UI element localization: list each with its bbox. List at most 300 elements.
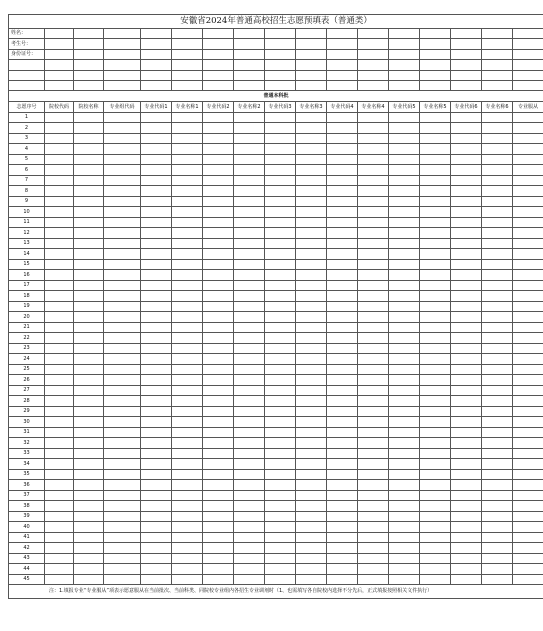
volunteer-input-cell[interactable] xyxy=(513,186,543,197)
volunteer-input-cell[interactable] xyxy=(327,438,358,449)
volunteer-input-cell[interactable] xyxy=(234,522,265,533)
volunteer-input-cell[interactable] xyxy=(265,154,296,165)
volunteer-input-cell[interactable] xyxy=(265,228,296,239)
volunteer-input-cell[interactable] xyxy=(389,417,420,428)
volunteer-input-cell[interactable] xyxy=(104,291,141,302)
volunteer-input-cell[interactable] xyxy=(104,280,141,291)
volunteer-input-cell[interactable] xyxy=(327,501,358,512)
volunteer-input-cell[interactable] xyxy=(234,511,265,522)
volunteer-input-cell[interactable] xyxy=(389,490,420,501)
volunteer-input-cell[interactable] xyxy=(203,385,234,396)
volunteer-input-cell[interactable] xyxy=(420,490,451,501)
volunteer-input-cell[interactable] xyxy=(172,364,203,375)
volunteer-input-cell[interactable] xyxy=(358,259,389,270)
info-input-cell[interactable] xyxy=(327,39,358,49)
volunteer-input-cell[interactable] xyxy=(358,375,389,386)
volunteer-input-cell[interactable] xyxy=(203,186,234,197)
volunteer-input-cell[interactable] xyxy=(482,480,513,491)
volunteer-input-cell[interactable] xyxy=(451,154,482,165)
volunteer-input-cell[interactable] xyxy=(358,354,389,365)
volunteer-input-cell[interactable] xyxy=(420,448,451,459)
info-input-cell[interactable] xyxy=(203,29,234,39)
volunteer-input-cell[interactable] xyxy=(358,522,389,533)
volunteer-input-cell[interactable] xyxy=(420,238,451,249)
volunteer-input-cell[interactable] xyxy=(451,511,482,522)
volunteer-input-cell[interactable] xyxy=(451,207,482,218)
volunteer-input-cell[interactable] xyxy=(265,343,296,354)
volunteer-input-cell[interactable] xyxy=(234,532,265,543)
volunteer-input-cell[interactable] xyxy=(451,217,482,228)
volunteer-input-cell[interactable] xyxy=(451,459,482,470)
volunteer-input-cell[interactable] xyxy=(141,511,172,522)
volunteer-input-cell[interactable] xyxy=(327,511,358,522)
info-input-cell[interactable] xyxy=(74,80,104,90)
volunteer-input-cell[interactable] xyxy=(172,385,203,396)
volunteer-input-cell[interactable] xyxy=(358,469,389,480)
volunteer-input-cell[interactable] xyxy=(104,133,141,144)
volunteer-input-cell[interactable] xyxy=(172,490,203,501)
volunteer-input-cell[interactable] xyxy=(513,270,543,281)
volunteer-input-cell[interactable] xyxy=(265,438,296,449)
volunteer-input-cell[interactable] xyxy=(104,270,141,281)
info-input-cell[interactable] xyxy=(358,39,389,49)
volunteer-input-cell[interactable] xyxy=(104,123,141,134)
volunteer-input-cell[interactable] xyxy=(420,123,451,134)
volunteer-input-cell[interactable] xyxy=(203,448,234,459)
volunteer-input-cell[interactable] xyxy=(389,207,420,218)
volunteer-input-cell[interactable] xyxy=(482,154,513,165)
volunteer-input-cell[interactable] xyxy=(45,501,74,512)
volunteer-input-cell[interactable] xyxy=(296,175,327,186)
volunteer-input-cell[interactable] xyxy=(389,144,420,155)
volunteer-input-cell[interactable] xyxy=(451,228,482,239)
volunteer-input-cell[interactable] xyxy=(327,532,358,543)
volunteer-input-cell[interactable] xyxy=(203,322,234,333)
info-input-cell[interactable] xyxy=(420,49,451,59)
volunteer-input-cell[interactable] xyxy=(296,133,327,144)
volunteer-input-cell[interactable] xyxy=(482,574,513,585)
info-input-cell[interactable] xyxy=(45,70,74,80)
volunteer-input-cell[interactable] xyxy=(265,522,296,533)
volunteer-input-cell[interactable] xyxy=(104,165,141,176)
volunteer-input-cell[interactable] xyxy=(104,364,141,375)
volunteer-input-cell[interactable] xyxy=(172,448,203,459)
volunteer-input-cell[interactable] xyxy=(451,175,482,186)
volunteer-input-cell[interactable] xyxy=(141,396,172,407)
info-input-cell[interactable] xyxy=(203,70,234,80)
volunteer-input-cell[interactable] xyxy=(141,280,172,291)
volunteer-input-cell[interactable] xyxy=(45,291,74,302)
volunteer-input-cell[interactable] xyxy=(104,490,141,501)
volunteer-input-cell[interactable] xyxy=(296,501,327,512)
volunteer-input-cell[interactable] xyxy=(141,480,172,491)
volunteer-input-cell[interactable] xyxy=(74,312,104,323)
info-input-cell[interactable] xyxy=(104,39,141,49)
volunteer-input-cell[interactable] xyxy=(451,259,482,270)
volunteer-input-cell[interactable] xyxy=(234,238,265,249)
volunteer-input-cell[interactable] xyxy=(420,280,451,291)
info-input-cell[interactable] xyxy=(296,70,327,80)
volunteer-input-cell[interactable] xyxy=(141,438,172,449)
volunteer-input-cell[interactable] xyxy=(482,291,513,302)
volunteer-input-cell[interactable] xyxy=(296,448,327,459)
volunteer-input-cell[interactable] xyxy=(141,301,172,312)
volunteer-input-cell[interactable] xyxy=(265,133,296,144)
info-input-cell[interactable] xyxy=(234,49,265,59)
volunteer-input-cell[interactable] xyxy=(45,564,74,575)
volunteer-input-cell[interactable] xyxy=(513,259,543,270)
volunteer-input-cell[interactable] xyxy=(45,385,74,396)
info-input-cell[interactable] xyxy=(172,29,203,39)
volunteer-input-cell[interactable] xyxy=(358,312,389,323)
volunteer-input-cell[interactable] xyxy=(513,301,543,312)
volunteer-input-cell[interactable] xyxy=(234,144,265,155)
volunteer-input-cell[interactable] xyxy=(74,270,104,281)
volunteer-input-cell[interactable] xyxy=(45,217,74,228)
volunteer-input-cell[interactable] xyxy=(172,511,203,522)
volunteer-input-cell[interactable] xyxy=(234,270,265,281)
volunteer-input-cell[interactable] xyxy=(172,154,203,165)
volunteer-input-cell[interactable] xyxy=(141,522,172,533)
volunteer-input-cell[interactable] xyxy=(234,364,265,375)
volunteer-input-cell[interactable] xyxy=(234,186,265,197)
volunteer-input-cell[interactable] xyxy=(45,154,74,165)
info-input-cell[interactable] xyxy=(45,49,74,59)
volunteer-input-cell[interactable] xyxy=(234,343,265,354)
info-input-cell[interactable] xyxy=(482,29,513,39)
volunteer-input-cell[interactable] xyxy=(74,406,104,417)
volunteer-input-cell[interactable] xyxy=(296,144,327,155)
info-input-cell[interactable] xyxy=(104,60,141,70)
volunteer-input-cell[interactable] xyxy=(513,165,543,176)
volunteer-input-cell[interactable] xyxy=(482,564,513,575)
volunteer-input-cell[interactable] xyxy=(45,459,74,470)
volunteer-input-cell[interactable] xyxy=(482,249,513,260)
info-input-cell[interactable] xyxy=(265,70,296,80)
volunteer-input-cell[interactable] xyxy=(296,186,327,197)
volunteer-input-cell[interactable] xyxy=(234,375,265,386)
volunteer-input-cell[interactable] xyxy=(482,196,513,207)
volunteer-input-cell[interactable] xyxy=(172,522,203,533)
volunteer-input-cell[interactable] xyxy=(74,553,104,564)
volunteer-input-cell[interactable] xyxy=(203,364,234,375)
volunteer-input-cell[interactable] xyxy=(172,333,203,344)
volunteer-input-cell[interactable] xyxy=(513,417,543,428)
volunteer-input-cell[interactable] xyxy=(513,175,543,186)
volunteer-input-cell[interactable] xyxy=(513,406,543,417)
volunteer-input-cell[interactable] xyxy=(45,354,74,365)
volunteer-input-cell[interactable] xyxy=(389,301,420,312)
volunteer-input-cell[interactable] xyxy=(327,469,358,480)
volunteer-input-cell[interactable] xyxy=(389,154,420,165)
volunteer-input-cell[interactable] xyxy=(482,511,513,522)
volunteer-input-cell[interactable] xyxy=(74,522,104,533)
volunteer-input-cell[interactable] xyxy=(234,543,265,554)
volunteer-input-cell[interactable] xyxy=(482,217,513,228)
info-input-cell[interactable] xyxy=(172,60,203,70)
info-input-cell[interactable] xyxy=(451,49,482,59)
info-input-cell[interactable] xyxy=(172,80,203,90)
info-input-cell[interactable] xyxy=(420,60,451,70)
volunteer-input-cell[interactable] xyxy=(141,207,172,218)
volunteer-input-cell[interactable] xyxy=(327,270,358,281)
volunteer-input-cell[interactable] xyxy=(172,186,203,197)
volunteer-input-cell[interactable] xyxy=(74,133,104,144)
volunteer-input-cell[interactable] xyxy=(420,459,451,470)
volunteer-input-cell[interactable] xyxy=(203,249,234,260)
info-input-cell[interactable] xyxy=(234,80,265,90)
volunteer-input-cell[interactable] xyxy=(104,375,141,386)
volunteer-input-cell[interactable] xyxy=(203,417,234,428)
info-input-cell[interactable] xyxy=(482,60,513,70)
volunteer-input-cell[interactable] xyxy=(420,322,451,333)
info-input-cell[interactable] xyxy=(45,60,74,70)
volunteer-input-cell[interactable] xyxy=(389,238,420,249)
info-input-cell[interactable] xyxy=(389,29,420,39)
volunteer-input-cell[interactable] xyxy=(451,427,482,438)
volunteer-input-cell[interactable] xyxy=(265,238,296,249)
volunteer-input-cell[interactable] xyxy=(203,438,234,449)
volunteer-input-cell[interactable] xyxy=(172,312,203,323)
volunteer-input-cell[interactable] xyxy=(389,396,420,407)
volunteer-input-cell[interactable] xyxy=(358,564,389,575)
volunteer-input-cell[interactable] xyxy=(296,228,327,239)
volunteer-input-cell[interactable] xyxy=(265,354,296,365)
volunteer-input-cell[interactable] xyxy=(45,343,74,354)
volunteer-input-cell[interactable] xyxy=(482,175,513,186)
volunteer-input-cell[interactable] xyxy=(513,543,543,554)
volunteer-input-cell[interactable] xyxy=(420,553,451,564)
volunteer-input-cell[interactable] xyxy=(451,469,482,480)
volunteer-input-cell[interactable] xyxy=(74,207,104,218)
volunteer-input-cell[interactable] xyxy=(482,375,513,386)
volunteer-input-cell[interactable] xyxy=(420,375,451,386)
volunteer-input-cell[interactable] xyxy=(389,543,420,554)
volunteer-input-cell[interactable] xyxy=(172,280,203,291)
volunteer-input-cell[interactable] xyxy=(451,112,482,123)
info-input-cell[interactable] xyxy=(513,60,543,70)
volunteer-input-cell[interactable] xyxy=(45,438,74,449)
volunteer-input-cell[interactable] xyxy=(451,574,482,585)
volunteer-input-cell[interactable] xyxy=(327,207,358,218)
volunteer-input-cell[interactable] xyxy=(420,259,451,270)
volunteer-input-cell[interactable] xyxy=(358,396,389,407)
volunteer-input-cell[interactable] xyxy=(482,312,513,323)
volunteer-input-cell[interactable] xyxy=(141,532,172,543)
volunteer-input-cell[interactable] xyxy=(358,438,389,449)
volunteer-input-cell[interactable] xyxy=(203,133,234,144)
volunteer-input-cell[interactable] xyxy=(141,123,172,134)
volunteer-input-cell[interactable] xyxy=(141,175,172,186)
volunteer-input-cell[interactable] xyxy=(513,448,543,459)
info-input-cell[interactable] xyxy=(327,80,358,90)
volunteer-input-cell[interactable] xyxy=(327,543,358,554)
volunteer-input-cell[interactable] xyxy=(203,333,234,344)
volunteer-input-cell[interactable] xyxy=(482,490,513,501)
volunteer-input-cell[interactable] xyxy=(389,133,420,144)
volunteer-input-cell[interactable] xyxy=(296,406,327,417)
info-input-cell[interactable] xyxy=(389,80,420,90)
volunteer-input-cell[interactable] xyxy=(234,459,265,470)
volunteer-input-cell[interactable] xyxy=(234,196,265,207)
volunteer-input-cell[interactable] xyxy=(389,280,420,291)
info-input-cell[interactable] xyxy=(203,49,234,59)
volunteer-input-cell[interactable] xyxy=(234,207,265,218)
volunteer-input-cell[interactable] xyxy=(234,123,265,134)
volunteer-input-cell[interactable] xyxy=(513,564,543,575)
volunteer-input-cell[interactable] xyxy=(513,249,543,260)
info-input-cell[interactable] xyxy=(482,39,513,49)
volunteer-input-cell[interactable] xyxy=(451,375,482,386)
info-input-cell[interactable] xyxy=(451,29,482,39)
volunteer-input-cell[interactable] xyxy=(420,228,451,239)
volunteer-input-cell[interactable] xyxy=(104,396,141,407)
volunteer-input-cell[interactable] xyxy=(104,259,141,270)
volunteer-input-cell[interactable] xyxy=(389,364,420,375)
volunteer-input-cell[interactable] xyxy=(104,312,141,323)
volunteer-input-cell[interactable] xyxy=(74,511,104,522)
volunteer-input-cell[interactable] xyxy=(389,343,420,354)
volunteer-input-cell[interactable] xyxy=(45,574,74,585)
volunteer-input-cell[interactable] xyxy=(420,396,451,407)
volunteer-input-cell[interactable] xyxy=(327,301,358,312)
volunteer-input-cell[interactable] xyxy=(74,427,104,438)
volunteer-input-cell[interactable] xyxy=(203,280,234,291)
volunteer-input-cell[interactable] xyxy=(203,217,234,228)
volunteer-input-cell[interactable] xyxy=(451,406,482,417)
volunteer-input-cell[interactable] xyxy=(358,511,389,522)
volunteer-input-cell[interactable] xyxy=(327,186,358,197)
info-input-cell[interactable] xyxy=(141,80,172,90)
volunteer-input-cell[interactable] xyxy=(172,228,203,239)
volunteer-input-cell[interactable] xyxy=(74,448,104,459)
volunteer-input-cell[interactable] xyxy=(265,270,296,281)
volunteer-input-cell[interactable] xyxy=(327,228,358,239)
volunteer-input-cell[interactable] xyxy=(172,343,203,354)
volunteer-input-cell[interactable] xyxy=(327,322,358,333)
volunteer-input-cell[interactable] xyxy=(45,469,74,480)
volunteer-input-cell[interactable] xyxy=(420,532,451,543)
volunteer-input-cell[interactable] xyxy=(358,270,389,281)
volunteer-input-cell[interactable] xyxy=(141,249,172,260)
volunteer-input-cell[interactable] xyxy=(358,448,389,459)
volunteer-input-cell[interactable] xyxy=(358,501,389,512)
volunteer-input-cell[interactable] xyxy=(296,364,327,375)
volunteer-input-cell[interactable] xyxy=(389,123,420,134)
volunteer-input-cell[interactable] xyxy=(203,406,234,417)
volunteer-input-cell[interactable] xyxy=(389,427,420,438)
volunteer-input-cell[interactable] xyxy=(327,406,358,417)
volunteer-input-cell[interactable] xyxy=(265,144,296,155)
volunteer-input-cell[interactable] xyxy=(389,270,420,281)
volunteer-input-cell[interactable] xyxy=(327,144,358,155)
volunteer-input-cell[interactable] xyxy=(358,165,389,176)
volunteer-input-cell[interactable] xyxy=(234,291,265,302)
volunteer-input-cell[interactable] xyxy=(296,322,327,333)
volunteer-input-cell[interactable] xyxy=(420,217,451,228)
info-input-cell[interactable] xyxy=(45,29,74,39)
volunteer-input-cell[interactable] xyxy=(513,396,543,407)
volunteer-input-cell[interactable] xyxy=(327,112,358,123)
info-input-cell[interactable] xyxy=(141,29,172,39)
volunteer-input-cell[interactable] xyxy=(104,196,141,207)
volunteer-input-cell[interactable] xyxy=(265,532,296,543)
info-input-cell[interactable] xyxy=(74,49,104,59)
info-input-cell[interactable] xyxy=(45,80,74,90)
volunteer-input-cell[interactable] xyxy=(296,207,327,218)
info-input-cell[interactable] xyxy=(389,70,420,80)
volunteer-input-cell[interactable] xyxy=(327,154,358,165)
volunteer-input-cell[interactable] xyxy=(389,228,420,239)
volunteer-input-cell[interactable] xyxy=(45,207,74,218)
volunteer-input-cell[interactable] xyxy=(389,375,420,386)
info-input-cell[interactable] xyxy=(74,39,104,49)
volunteer-input-cell[interactable] xyxy=(513,469,543,480)
volunteer-input-cell[interactable] xyxy=(141,259,172,270)
volunteer-input-cell[interactable] xyxy=(482,532,513,543)
volunteer-input-cell[interactable] xyxy=(141,469,172,480)
volunteer-input-cell[interactable] xyxy=(327,133,358,144)
volunteer-input-cell[interactable] xyxy=(482,553,513,564)
volunteer-input-cell[interactable] xyxy=(513,112,543,123)
volunteer-input-cell[interactable] xyxy=(265,469,296,480)
volunteer-input-cell[interactable] xyxy=(203,354,234,365)
volunteer-input-cell[interactable] xyxy=(104,175,141,186)
info-input-cell[interactable] xyxy=(451,70,482,80)
volunteer-input-cell[interactable] xyxy=(141,385,172,396)
info-input-cell[interactable] xyxy=(104,80,141,90)
volunteer-input-cell[interactable] xyxy=(296,522,327,533)
volunteer-input-cell[interactable] xyxy=(104,574,141,585)
info-input-cell[interactable] xyxy=(104,70,141,80)
volunteer-input-cell[interactable] xyxy=(327,343,358,354)
volunteer-input-cell[interactable] xyxy=(104,154,141,165)
volunteer-input-cell[interactable] xyxy=(234,490,265,501)
volunteer-input-cell[interactable] xyxy=(203,511,234,522)
volunteer-input-cell[interactable] xyxy=(45,270,74,281)
volunteer-input-cell[interactable] xyxy=(327,490,358,501)
volunteer-input-cell[interactable] xyxy=(203,270,234,281)
volunteer-input-cell[interactable] xyxy=(296,280,327,291)
volunteer-input-cell[interactable] xyxy=(172,259,203,270)
volunteer-input-cell[interactable] xyxy=(265,207,296,218)
volunteer-input-cell[interactable] xyxy=(296,333,327,344)
volunteer-input-cell[interactable] xyxy=(513,228,543,239)
info-input-cell[interactable] xyxy=(327,70,358,80)
volunteer-input-cell[interactable] xyxy=(172,459,203,470)
volunteer-input-cell[interactable] xyxy=(104,112,141,123)
volunteer-input-cell[interactable] xyxy=(104,564,141,575)
volunteer-input-cell[interactable] xyxy=(265,301,296,312)
volunteer-input-cell[interactable] xyxy=(358,291,389,302)
volunteer-input-cell[interactable] xyxy=(358,249,389,260)
volunteer-input-cell[interactable] xyxy=(420,186,451,197)
volunteer-input-cell[interactable] xyxy=(513,490,543,501)
volunteer-input-cell[interactable] xyxy=(74,259,104,270)
volunteer-input-cell[interactable] xyxy=(327,459,358,470)
volunteer-input-cell[interactable] xyxy=(513,154,543,165)
volunteer-input-cell[interactable] xyxy=(296,291,327,302)
volunteer-input-cell[interactable] xyxy=(327,238,358,249)
volunteer-input-cell[interactable] xyxy=(389,564,420,575)
volunteer-input-cell[interactable] xyxy=(358,385,389,396)
info-input-cell[interactable] xyxy=(265,49,296,59)
volunteer-input-cell[interactable] xyxy=(74,459,104,470)
volunteer-input-cell[interactable] xyxy=(296,375,327,386)
volunteer-input-cell[interactable] xyxy=(104,438,141,449)
volunteer-input-cell[interactable] xyxy=(234,396,265,407)
volunteer-input-cell[interactable] xyxy=(45,396,74,407)
